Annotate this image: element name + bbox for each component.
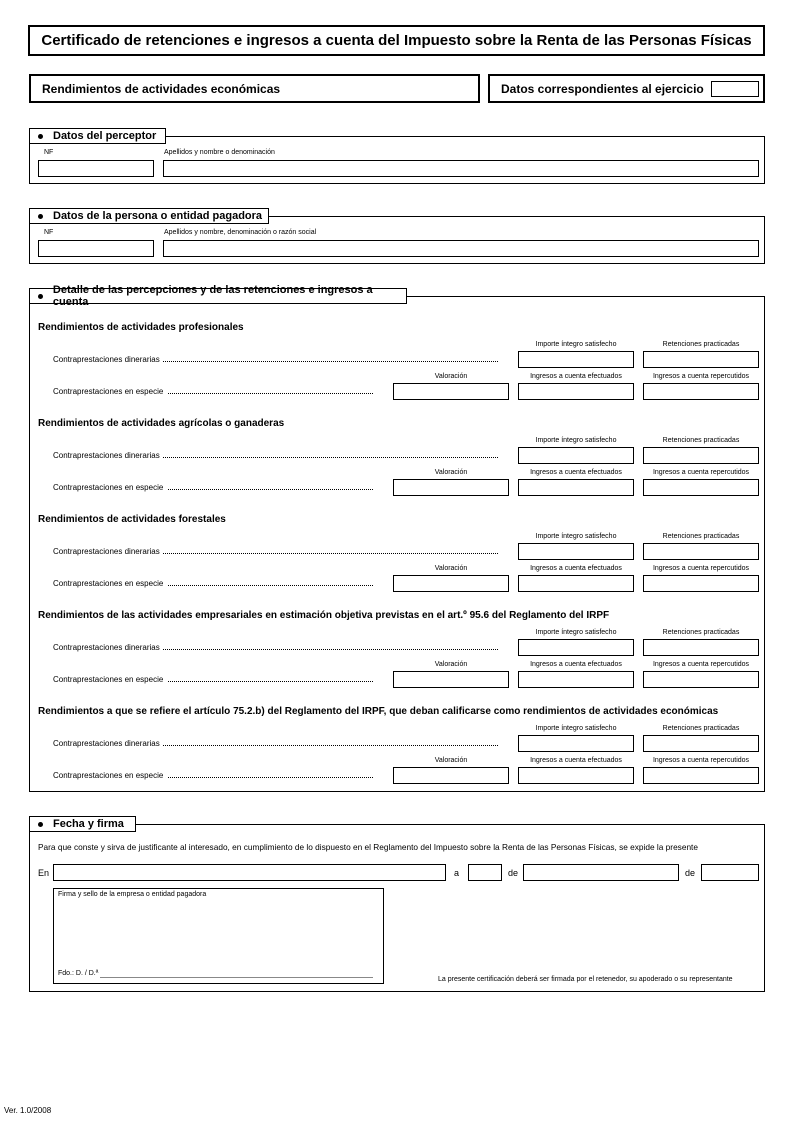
ingresos-efectuados-field[interactable] [518,671,634,688]
pagadora-name-field[interactable] [163,240,759,257]
col-retenciones-label: Retenciones practicadas [662,437,740,444]
retenciones-field[interactable] [643,543,759,560]
form-type-label: Rendimientos de actividades económicas [42,81,281,96]
firma-section-title: Fecha y firma [53,818,124,830]
leader-dots [168,489,373,490]
col-ingresos-efectuados-label: Ingresos a cuenta efectuados [530,757,622,764]
firma-a-label: a [454,868,460,878]
col-valoracion-label: Valoración [434,469,468,476]
col-ingresos-efectuados-label: Ingresos a cuenta efectuados [530,373,622,380]
pagadora-nif-label: NF [44,229,54,236]
leader-dots [163,745,498,746]
group-title: Rendimientos a que se refiere el artículo 75.2.b) del Reglamento del IRPF, que deban calificarse como rendimientos de actividades económicas [38,706,719,717]
perceptor-name-label: Apellidos y nombre o denominación [164,149,275,156]
importe-integro-field[interactable] [518,735,634,752]
col-retenciones-label: Retenciones practicadas [662,533,740,540]
leader-dots [168,681,373,682]
perceptor-section-title: Datos del perceptor [53,130,157,142]
firma-sello-box[interactable] [53,888,384,984]
col-valoracion-label: Valoración [434,661,468,668]
detalle-section-title: Detalle de las percepciones y de las retenciones e ingresos a cuenta [52,284,373,308]
pagadora-name-label: Apellidos y nombre, denominación o razón social [164,229,317,236]
ejercicio-field[interactable] [711,81,759,97]
leader-dots [163,649,498,650]
col-importe-label: Importe íntegro satisfecho [535,341,617,348]
ejercicio-box [488,74,765,103]
row-especie-text: Contraprestaciones en especie [53,483,164,492]
row-dinerarias-label [53,451,513,460]
col-importe-label: Importe íntegro satisfecho [535,725,617,732]
firma-en-label: En [38,868,50,878]
row-dinerarias-text: Contraprestaciones dinerarias [53,355,160,364]
col-ingresos-repercutidos-label: Ingresos a cuenta repercutidos [652,565,750,572]
group-title: Rendimientos de las actividades empresariales en estimación objetiva previstas en el art.º 95.6 del Reglamento del IRPF [38,610,610,621]
col-retenciones-label: Retenciones practicadas [662,341,740,348]
row-especie-label [53,771,389,780]
firma-fdo-label: Fdo.: D. / D.ª [58,970,99,977]
firma-anio-field[interactable] [701,864,759,881]
col-importe-label: Importe íntegro satisfecho [535,629,617,636]
importe-integro-field[interactable] [518,351,634,368]
perceptor-name-field[interactable] [163,160,759,177]
col-ingresos-repercutidos-label: Ingresos a cuenta repercutidos [652,661,750,668]
leader-dots [163,457,498,458]
valoracion-field[interactable] [393,479,509,496]
version-label: Ver. 1.0/2008 [4,1106,52,1115]
detalle-section-tab [29,284,407,308]
col-ingresos-repercutidos-label: Ingresos a cuenta repercutidos [652,757,750,764]
ingresos-repercutidos-field[interactable] [643,671,759,688]
perceptor-nif-field[interactable] [38,160,154,177]
pagadora-nif-field[interactable] [38,240,154,257]
row-dinerarias-text: Contraprestaciones dinerarias [53,451,160,460]
col-ingresos-efectuados-label: Ingresos a cuenta efectuados [530,469,622,476]
valoracion-field[interactable] [393,575,509,592]
leader-dots [163,553,498,554]
firma-statement: Para que conste y sirva de justificante al interesado, en cumplimiento de lo dispuesto en el Reglamento del Impuesto sobre la Renta de las Personas Físicas, se expide la presente [38,842,698,852]
col-retenciones-label: Retenciones practicadas [662,725,740,732]
valoracion-field[interactable] [393,383,509,400]
retenciones-field[interactable] [643,447,759,464]
leader-dots [168,393,373,394]
ingresos-repercutidos-field[interactable] [643,767,759,784]
col-importe-label: Importe íntegro satisfecho [535,437,617,444]
firma-sello-label: Firma y sello de la empresa o entidad pagadora [58,891,207,898]
col-importe-label: Importe íntegro satisfecho [535,533,617,540]
col-retenciones-label: Retenciones practicadas [662,629,740,636]
retenciones-field[interactable] [643,351,759,368]
ingresos-repercutidos-field[interactable] [643,575,759,592]
ingresos-repercutidos-field[interactable] [643,383,759,400]
firma-fdo-line [100,977,373,978]
row-especie-text: Contraprestaciones en especie [53,579,164,588]
bullet-icon [38,214,43,219]
row-especie-label [53,387,389,396]
row-especie-text: Contraprestaciones en especie [53,771,164,780]
ingresos-efectuados-field[interactable] [518,767,634,784]
form-title: Certificado de retenciones e ingresos a cuenta del Impuesto sobre la Renta de las Personas Físicas [28,25,765,56]
row-especie-text: Contraprestaciones en especie [53,675,164,684]
row-dinerarias-label [53,643,513,652]
col-valoracion-label: Valoración [434,757,468,764]
ingresos-efectuados-field[interactable] [518,575,634,592]
ejercicio-label: Datos correspondientes al ejercicio [501,81,704,96]
ingresos-repercutidos-field[interactable] [643,479,759,496]
row-dinerarias-label [53,547,513,556]
valoracion-field[interactable] [393,767,509,784]
ingresos-efectuados-field[interactable] [518,479,634,496]
perceptor-nif-label: NF [44,149,54,156]
row-especie-label [53,675,389,684]
row-dinerarias-text: Contraprestaciones dinerarias [53,547,160,556]
firma-de-label-2: de [685,868,696,878]
leader-dots [168,777,373,778]
row-especie-label [53,579,389,588]
row-dinerarias-text: Contraprestaciones dinerarias [53,739,160,748]
importe-integro-field[interactable] [518,639,634,656]
form-type-box [29,74,480,103]
firma-de-label-1: de [508,868,519,878]
valoracion-field[interactable] [393,671,509,688]
bullet-icon [38,822,43,827]
bullet-icon [38,294,43,299]
col-ingresos-repercutidos-label: Ingresos a cuenta repercutidos [652,469,750,476]
ingresos-efectuados-field[interactable] [518,383,634,400]
col-ingresos-repercutidos-label: Ingresos a cuenta repercutidos [652,373,750,380]
group-title: Rendimientos de actividades agrícolas o ganaderas [38,418,285,429]
importe-integro-field[interactable] [518,447,634,464]
row-dinerarias-label [53,355,513,364]
leader-dots [163,361,498,362]
firma-dia-field[interactable] [468,864,502,881]
row-especie-text: Contraprestaciones en especie [53,387,164,396]
retenciones-field[interactable] [643,735,759,752]
perceptor-section-tab [29,128,166,144]
firma-section-tab [29,816,136,832]
row-especie-label [53,483,389,492]
pagadora-section-title: Datos de la persona o entidad pagadora [53,210,263,222]
col-ingresos-efectuados-label: Ingresos a cuenta efectuados [530,661,622,668]
retenciones-field[interactable] [643,639,759,656]
group-title: Rendimientos de actividades forestales [38,514,226,525]
leader-dots [168,585,373,586]
group-title: Rendimientos de actividades profesionales [38,322,244,333]
firma-mes-field[interactable] [523,864,679,881]
col-valoracion-label: Valoración [434,565,468,572]
col-ingresos-efectuados-label: Ingresos a cuenta efectuados [530,565,622,572]
col-valoracion-label: Valoración [434,373,468,380]
bullet-icon [38,134,43,139]
pagadora-section-tab [29,208,269,224]
row-dinerarias-text: Contraprestaciones dinerarias [53,643,160,652]
importe-integro-field[interactable] [518,543,634,560]
firma-footnote: La presente certificación deberá ser firmada por el retenedor, su apoderado o su representante [438,976,733,983]
firma-lugar-field[interactable] [53,864,446,881]
row-dinerarias-label [53,739,513,748]
